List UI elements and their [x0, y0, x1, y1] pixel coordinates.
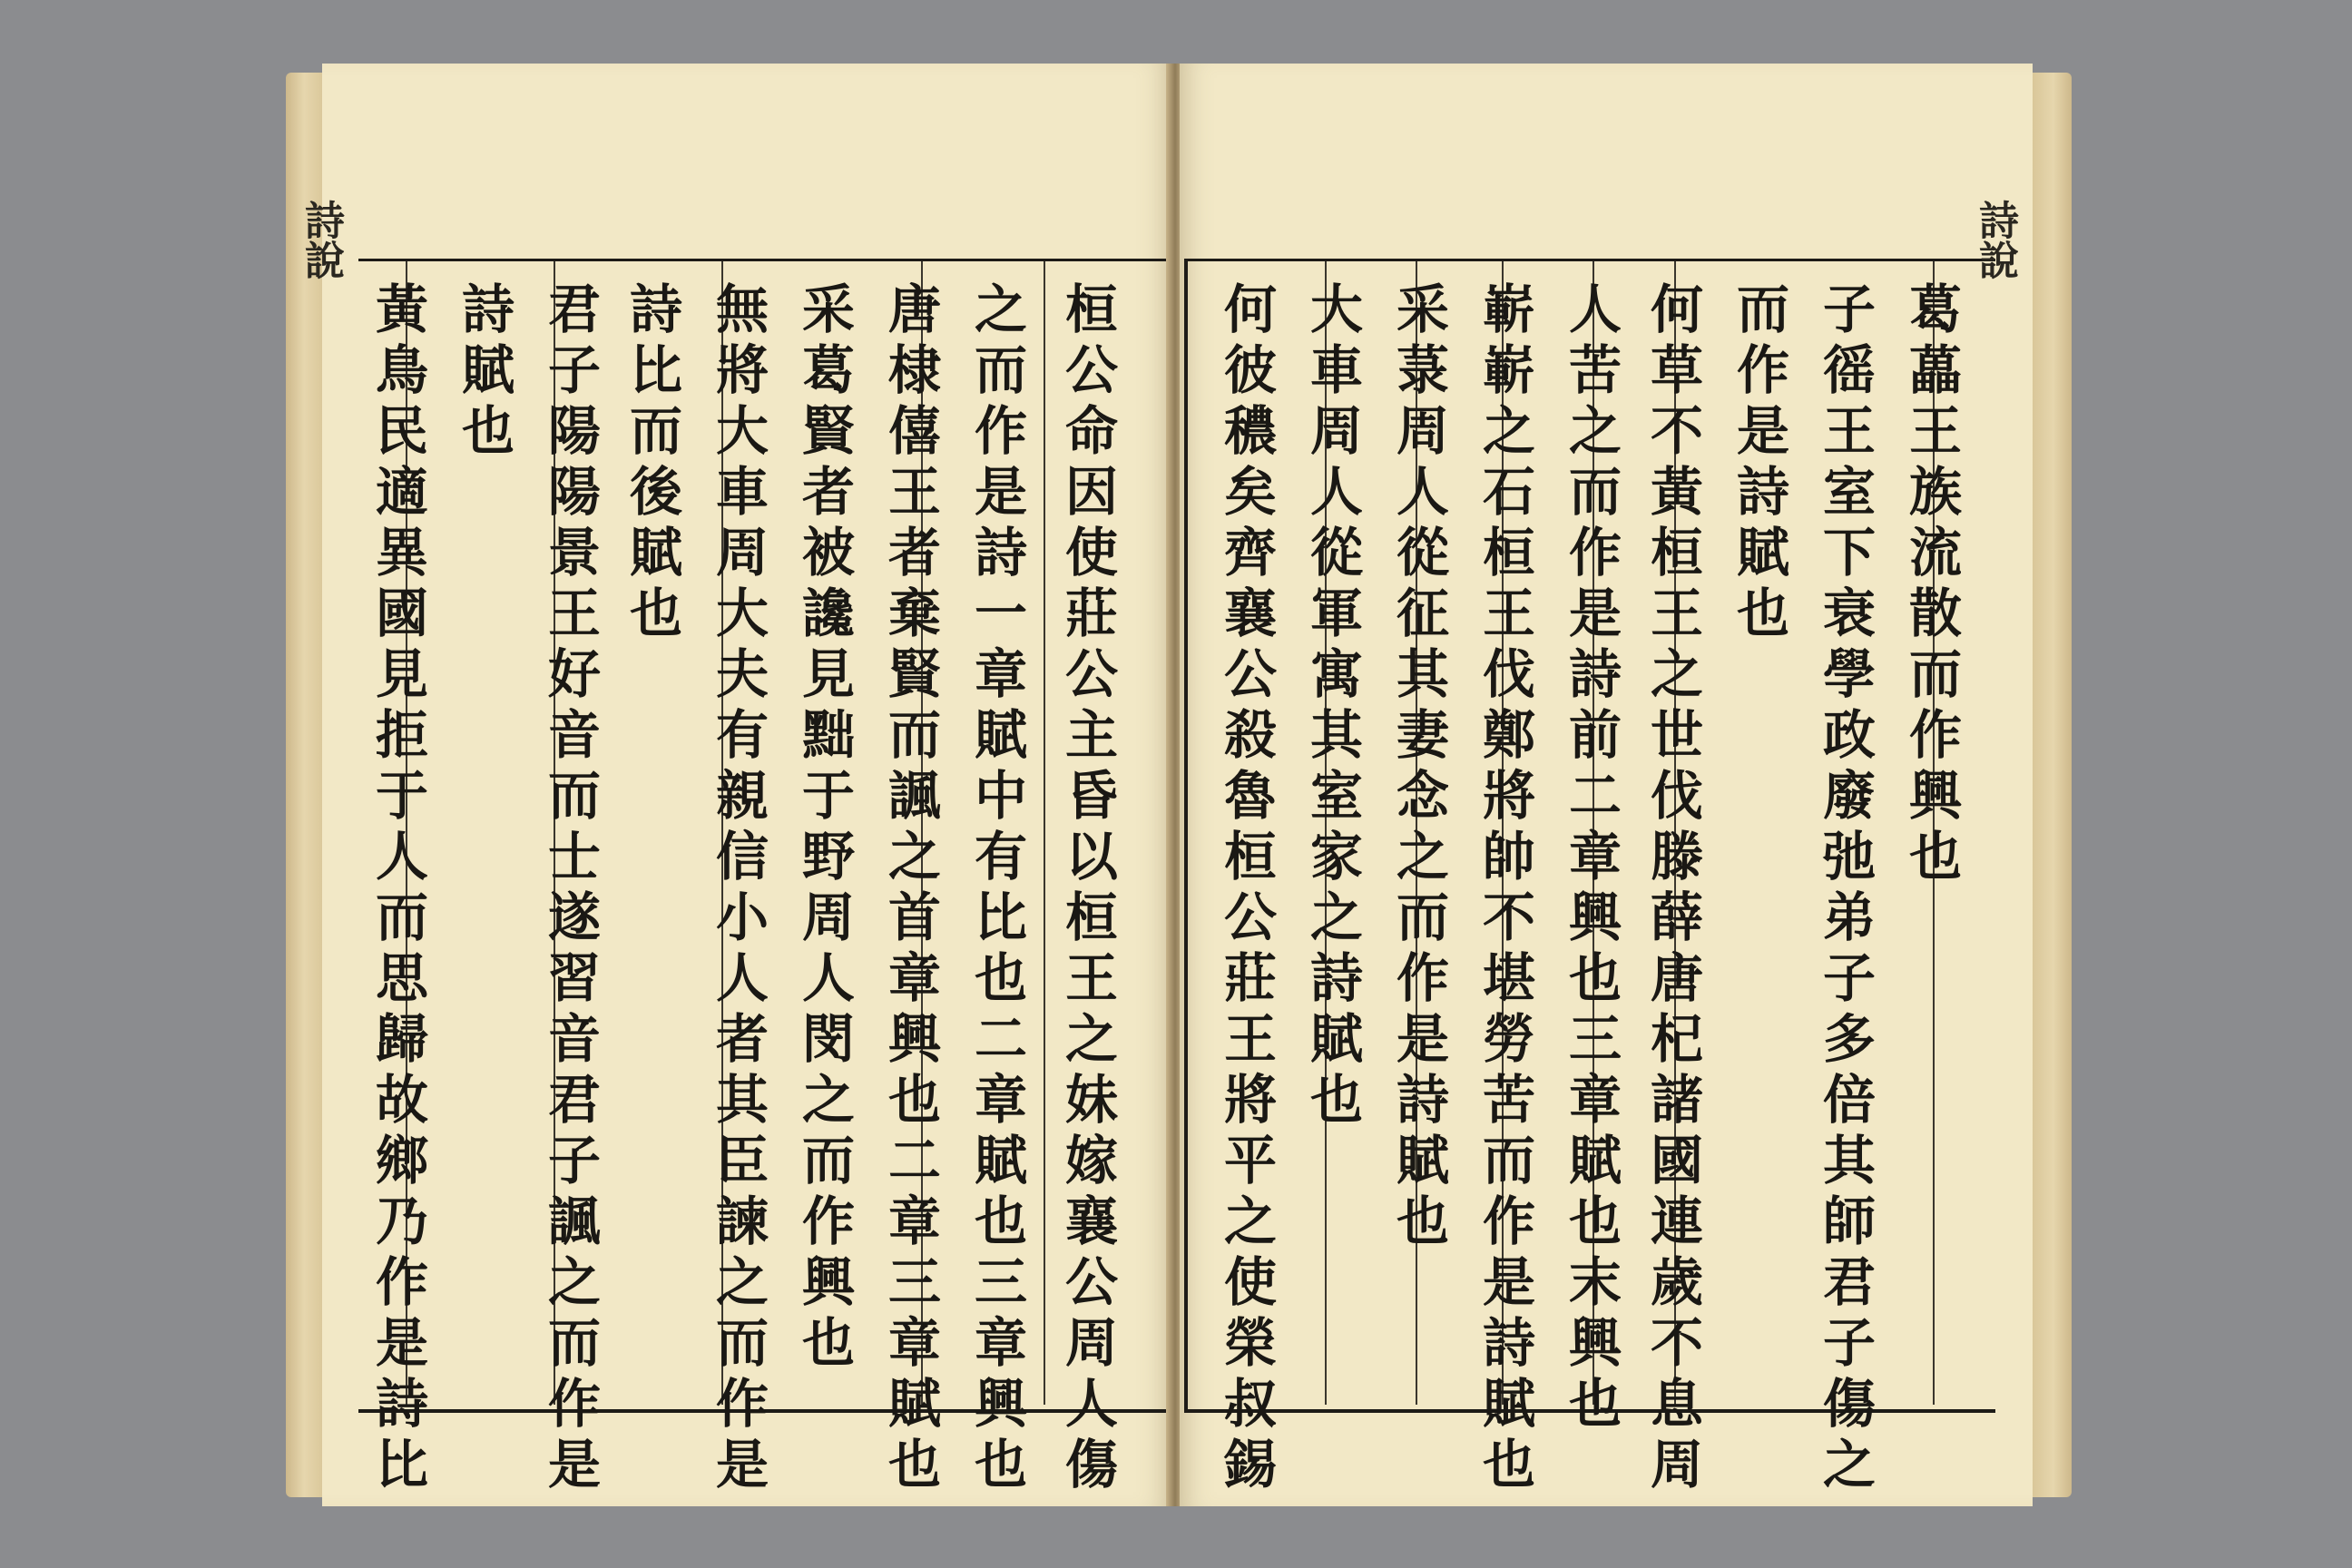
column-rule [1044, 261, 1045, 1405]
text-column-5: 無將大車周大夫有親信小人者其臣諫之而作是 [707, 281, 769, 1497]
text-column-8: 大車周人從軍寓其室家之詩賦也 [1301, 281, 1363, 1132]
right-page [1180, 64, 2033, 1506]
left-side-label: 詩說 [298, 200, 344, 279]
left-page [298, 64, 1171, 1506]
text-column-6: 嶄嶄之石桓王伐鄭將帥不堪勞苦而作是詩賦也 [1474, 281, 1535, 1497]
text-column-4: 采葛賢者被讒見黜于野周人閔之而作興也 [793, 281, 855, 1376]
text-column-1: 葛藟王族流散而作興也 [1900, 281, 1962, 889]
text-column-7: 采菉周人從征其妻念之而作是詩賦也 [1387, 281, 1449, 1254]
page-edge-right [2031, 73, 2072, 1497]
text-column-4: 何草不黃桓王之世伐滕薛唐杞諸國連歲不息周 [1642, 281, 1703, 1497]
text-column-2: 子徭王室下衰學政廢弛弟子多倍其師君子傷之 [1814, 281, 1876, 1497]
open-book [286, 64, 2072, 1506]
text-column-5: 人苦之而作是詩前二章興也三章賦也末興也 [1560, 281, 1622, 1436]
page-edge-left [286, 73, 327, 1497]
text-column-7: 君子陽陽景王好音而士遂習音君子諷之而作是 [539, 281, 601, 1497]
text-column-8: 詩賦也 [453, 281, 514, 464]
text-column-2: 之而作是詩一章賦中有比也二章賦也三章興也 [965, 281, 1027, 1497]
text-column-9: 黃鳥民適異國見拒于人而思歸故鄉乃作是詩比 [367, 281, 428, 1497]
text-column-6: 詩比而後賦也 [621, 281, 682, 646]
text-column-3: 而作是詩賦也 [1728, 281, 1789, 646]
right-side-label: 詩說 [1972, 200, 2018, 279]
text-column-1: 桓公命因使莊公主昏以桓王之妹嫁襄公周人傷 [1056, 281, 1118, 1497]
text-column-3: 唐棣僖王者棄賢而諷之首章興也二章三章賦也 [879, 281, 941, 1497]
text-column-9: 何彼穠矣齊襄公殺魯桓公莊王將平之使榮叔錫 [1215, 281, 1277, 1497]
